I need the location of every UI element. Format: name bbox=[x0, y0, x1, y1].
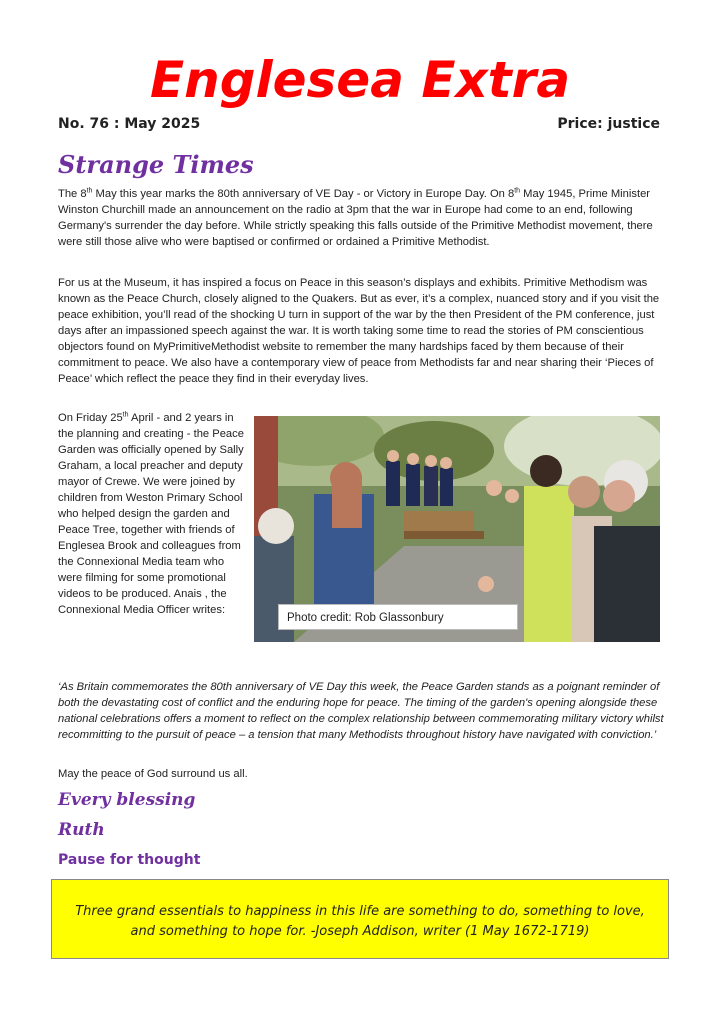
p1-sup-2: th bbox=[514, 187, 521, 195]
p1-text-b: May this year marks the 80th anniversary of VE Day - or Victory in Europe Day. On 8 bbox=[92, 188, 515, 200]
issue-row bbox=[58, 116, 660, 136]
p1-sup-1: th bbox=[86, 187, 93, 195]
article-paragraph-2: For us at the Museum, it has inspired a focus on Peace in this season’s displays and exhibits. Primitive Methodism was known as the Peace Church, closely aligned to the Quakers. But as ever, it’s a complex, nuanced story and if you visit the peace exhibition, you’ll read of the shocking U turn in support of the war by the then President of the PM conference, just days after an impassioned speech against the war. It is worth taking some time to read the stories of PM conscientious objectors found on MyPrimitiveMethodist website to remember the many hardships faced by them because of their commitment to peace. We also have a contemporary view of peace from Methodists far and near sharing their ‘Pieces of Peace’ which reflect the peace they find in their everyday lives. bbox=[58, 277, 660, 385]
pause-quote-text: Three grand essentials to happiness in this life are something to do, something to love, and something to hope for. -Joseph Addison, writer (1 May 1672-1719) bbox=[75, 904, 645, 939]
p1-text-a: The 8 bbox=[58, 188, 87, 200]
sign-off: Every blessing bbox=[58, 790, 196, 810]
p3-sup: th bbox=[122, 411, 129, 419]
issue-number: No. 76 : May 2025 bbox=[58, 116, 201, 132]
pause-heading: Pause for thought bbox=[58, 852, 201, 868]
article-title: Strange Times bbox=[58, 150, 254, 179]
photo-credit: Photo credit: Rob Glassonbury bbox=[278, 604, 518, 630]
article-paragraph-1 bbox=[58, 186, 662, 250]
issue-price: Price: justice bbox=[557, 116, 660, 132]
media-officer-quote: ‘As Britain commemorates the 80th anniversary of VE Day this week, the Peace Garden stands as a poignant reminder of both the devastating cost of conflict and the enduring hope for peace. The timing of the garden's opening alongside these national celebrations offers a moment to reflect on the complex relationship between commemorating military victory whilst recommitting to the pursuit of peace – a tension that many Methodists throughout history have navigated with conviction.’ bbox=[58, 681, 664, 741]
p1-text-c: May 1945, Prime Minister Winston Churchill made an announcement on the radio at 3pm that the war in Europe had come to an end, following Germany's surrender the day before. While strictly speaking this falls outside of the Primitive Methodist movement, there were still those alive who were baptised or confirmed or ordained a Primitive Methodist. bbox=[58, 188, 653, 248]
closing-line: May the peace of God surround us all. bbox=[58, 768, 248, 780]
pause-quote-box bbox=[51, 879, 669, 959]
masthead-title: Englesea Extra bbox=[149, 51, 571, 109]
p3-text-b: April - and 2 years in the planning and creating - the Peace Garden was officially opened by Sally Graham, a local preacher and deputy mayor of Crewe. We were joined by children from Weston Primary School who helped design the garden and Peace Tree, together with friends of Englesea Brook and colleagues from the Connexional Media team who were filming for some promotional videos to be produced. Anais , the Connexional Media Officer writes: bbox=[58, 412, 244, 616]
signature: Ruth bbox=[58, 820, 105, 840]
p3-text-a: On Friday 25 bbox=[58, 412, 123, 424]
article-paragraph-3 bbox=[58, 410, 248, 618]
